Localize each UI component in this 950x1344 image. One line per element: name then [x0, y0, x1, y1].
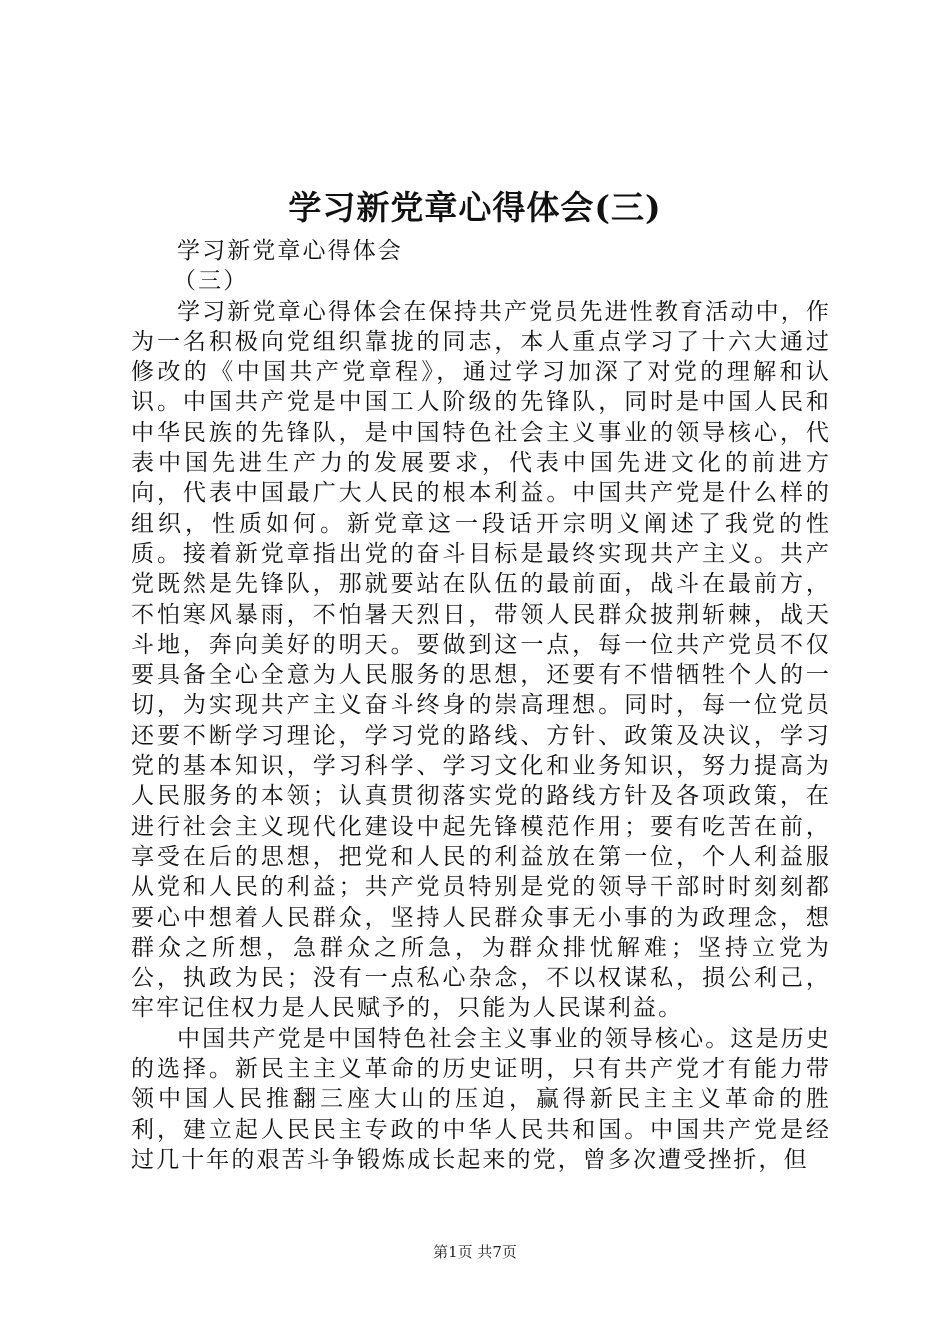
- paragraph-1: 学习新党章心得体会在保持共产党员先进性教育活动中，作为一名积极向党组织靠拢的同志，本人重点学习了十六大通过修改的《中国共产党章程》，通过学习加深了对党的理解和认识。中国共产党是中国工人阶级的先锋队，同时是中国人民和中华民族的先锋队，是中国特色社会主义事业的领导核心，代表中国先进生产力的发展要求，代表中国先进文化的前进方向，代表中国最广大人民的根本利益。中国共产党是什么样的组织，性质如何。新党章这一段话开宗明义阐述了我党的性质。接着新党章指出党的奋斗目标是最终实现共产主义。共产党既然是先锋队，那就要站在队伍的最前面，战斗在最前方，不怕寒风暴雨，不怕暑天烈日，带领人民群众披荆斩棘，战天斗地，奔向美好的明天。要做到这一点，每一位共产党员不仅要具备全心全意为人民服务的思想，还要有不惜牺牲个人的一切，为实现共产主义奋斗终身的崇高理想。同时，每一位党员还要不断学习理论，学习党的路线、方针、政策及决议，学习党的基本知识，学习科学、学习文化和业务知识，努力提高为人民服务的本领；认真贯彻落实党的路线方针及各项政策，在进行社会主义现代化建设中起先锋模范作用；要有吃苦在前，享受在后的思想，把党和人民的利益放在第一位，个人利益服从党和人民的利益；共产党员特别是党的领导干部时时刻刻都要心中想着人民群众，坚持人民群众事无小事的为政理念，想群众之所想，急群众之所急，为群众排忧解难；坚持立党为公，执政为民；没有一点私心杂念，不以权谋私，损公利己，牢牢记住权力是人民赋予的，只能为人民谋利益。: [131, 298, 831, 1022]
- subtitle-line-1: 学习新党章心得体会: [177, 238, 403, 264]
- document-title: 学习新党章心得体会(三): [288, 188, 662, 227]
- document-body: [131, 236, 831, 1175]
- subtitle-line-2: （三）: [173, 268, 249, 295]
- page-footer: 第1页 共7页: [433, 1243, 517, 1261]
- paragraph-2: 中国共产党是中国特色社会主义事业的领导核心。这是历史的选择。新民主主义革命的历史证明，只有共产党才有能力带领中国人民推翻三座大山的压迫，赢得新民主主义革命的胜利，建立起人民民主专政的中华人民共和国。中国共产党是经过几十年的艰苦斗争锻炼成长起来的党，曾多次遭受挫折，但: [131, 1025, 831, 1173]
